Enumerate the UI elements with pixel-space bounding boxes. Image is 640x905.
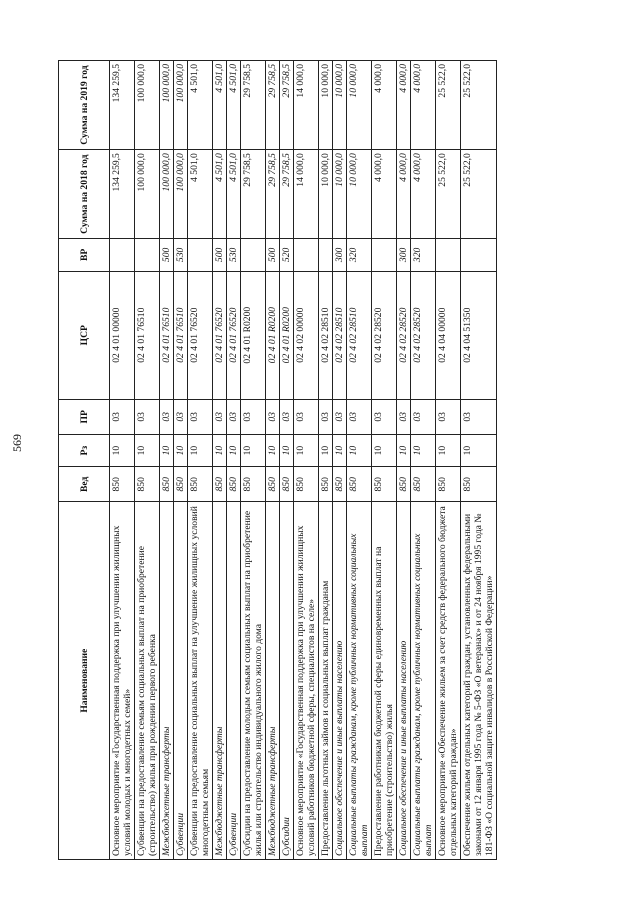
- table-row: [294, 61, 319, 860]
- cell-sum-2018: 29 758,5: [280, 150, 294, 239]
- cell-vr: 500: [160, 239, 174, 271]
- cell-csr: 02 4 01 76520: [227, 271, 241, 399]
- cell-rz: 10: [266, 434, 280, 466]
- cell-vr: [294, 239, 319, 271]
- cell-ved: 850: [461, 467, 497, 502]
- cell-vr: 500: [266, 239, 280, 271]
- cell-sum-2018: 4 000,0: [397, 150, 411, 239]
- cell-pr: 03: [294, 399, 319, 434]
- cell-sum-2018: 100 000,0: [135, 150, 160, 239]
- cell-vr: [241, 239, 266, 271]
- cell-name: Субвенции: [174, 502, 188, 860]
- header-rz: Рз: [59, 434, 110, 466]
- cell-name: Основное мероприятие «Государственная поддержка при улучшении жилищных условий молодых и многодетных семей»: [110, 502, 135, 860]
- table-row: [160, 61, 174, 860]
- cell-vr: [110, 239, 135, 271]
- cell-csr: 02 4 01 R0200: [280, 271, 294, 399]
- cell-sum-2018: 10 000,0: [319, 150, 333, 239]
- cell-ved: 850: [266, 467, 280, 502]
- cell-sum-2019: 29 758,5: [241, 61, 266, 150]
- cell-rz: 10: [174, 434, 188, 466]
- cell-sum-2019: 10 000,0: [319, 61, 333, 150]
- cell-pr: 03: [213, 399, 227, 434]
- cell-sum-2019: 4 000,0: [411, 61, 436, 150]
- cell-csr: 02 4 01 00000: [110, 271, 135, 399]
- cell-sum-2018: 10 000,0: [333, 150, 347, 239]
- table-row: [188, 61, 213, 860]
- cell-ved: 850: [294, 467, 319, 502]
- cell-csr: 02 4 01 76510: [160, 271, 174, 399]
- cell-vr: [461, 239, 497, 271]
- cell-sum-2019: 29 758,5: [280, 61, 294, 150]
- cell-ved: 850: [174, 467, 188, 502]
- cell-csr: 02 4 04 51350: [461, 271, 497, 399]
- cell-pr: 03: [266, 399, 280, 434]
- cell-pr: 03: [174, 399, 188, 434]
- cell-sum-2019: 4 501,0: [188, 61, 213, 150]
- cell-sum-2018: 29 758,5: [241, 150, 266, 239]
- cell-ved: 850: [110, 467, 135, 502]
- cell-vr: 320: [411, 239, 436, 271]
- cell-rz: 10: [411, 434, 436, 466]
- cell-ved: 850: [372, 467, 397, 502]
- cell-vr: 300: [333, 239, 347, 271]
- table-row: [174, 61, 188, 860]
- cell-name: Предоставление работникам бюджетной сферы единовременных выплат на приобретение (строительство) жилья: [372, 502, 397, 860]
- cell-pr: 03: [280, 399, 294, 434]
- cell-sum-2019: 29 758,5: [266, 61, 280, 150]
- cell-sum-2018: 4 501,0: [188, 150, 213, 239]
- table-row: [319, 61, 333, 860]
- cell-sum-2018: 4 000,0: [411, 150, 436, 239]
- cell-ved: 850: [333, 467, 347, 502]
- cell-ved: 850: [411, 467, 436, 502]
- cell-csr: 02 4 02 28510: [347, 271, 372, 399]
- cell-rz: 10: [436, 434, 461, 466]
- table-row: [397, 61, 411, 860]
- cell-rz: 10: [110, 434, 135, 466]
- cell-sum-2019: 4 000,0: [372, 61, 397, 150]
- cell-pr: 03: [436, 399, 461, 434]
- table-row: [241, 61, 266, 860]
- cell-ved: 850: [160, 467, 174, 502]
- cell-rz: 10: [160, 434, 174, 466]
- table-body: [110, 61, 497, 860]
- cell-vr: 300: [397, 239, 411, 271]
- cell-name: Социальные выплаты гражданам, кроме публичных нормативных социальных выплат: [347, 502, 372, 860]
- table-header-row: [59, 61, 110, 860]
- table-row: [280, 61, 294, 860]
- cell-pr: 03: [397, 399, 411, 434]
- cell-ved: 850: [227, 467, 241, 502]
- header-pr: ПР: [59, 399, 110, 434]
- cell-name: Обеспечение жильем отдельных категорий граждан, установленных федеральными законами от 12 января 1995 года № 5-ФЗ «О ветеранах» и от 24 ноября 1995 года № 181-ФЗ «О социальной защите инвалидов в Российской Федерации»: [461, 502, 497, 860]
- cell-name: Субвенции на предоставление социальных выплат на улучшение жилищных условий многодетным семьям: [188, 502, 213, 860]
- cell-pr: 03: [160, 399, 174, 434]
- cell-vr: [436, 239, 461, 271]
- table-row: [135, 61, 160, 860]
- cell-name: Межбюджетные трансферты: [213, 502, 227, 860]
- cell-sum-2018: 25 522,0: [436, 150, 461, 239]
- cell-sum-2018: 100 000,0: [160, 150, 174, 239]
- cell-rz: 10: [135, 434, 160, 466]
- cell-vr: [135, 239, 160, 271]
- cell-rz: 10: [213, 434, 227, 466]
- table-row: [372, 61, 397, 860]
- cell-ved: 850: [188, 467, 213, 502]
- table-row: [110, 61, 135, 860]
- header-ved: Вед: [59, 467, 110, 502]
- cell-pr: 03: [333, 399, 347, 434]
- cell-pr: 03: [372, 399, 397, 434]
- cell-csr: 02 4 01 R0200: [241, 271, 266, 399]
- cell-csr: 02 4 02 00000: [294, 271, 319, 399]
- cell-sum-2018: 4 000,0: [372, 150, 397, 239]
- cell-csr: 02 4 02 28520: [397, 271, 411, 399]
- table-row: [461, 61, 497, 860]
- cell-pr: 03: [319, 399, 333, 434]
- table-row: [213, 61, 227, 860]
- cell-vr: 320: [347, 239, 372, 271]
- cell-ved: 850: [397, 467, 411, 502]
- cell-pr: 03: [110, 399, 135, 434]
- cell-rz: 10: [333, 434, 347, 466]
- cell-rz: 10: [347, 434, 372, 466]
- table-row: [266, 61, 280, 860]
- table-row: [333, 61, 347, 860]
- cell-sum-2019: 100 000,0: [174, 61, 188, 150]
- cell-name: Субвенции: [227, 502, 241, 860]
- cell-sum-2018: 10 000,0: [347, 150, 372, 239]
- cell-rz: 10: [461, 434, 497, 466]
- cell-sum-2019: 25 522,0: [436, 61, 461, 150]
- cell-sum-2018: 29 758,5: [266, 150, 280, 239]
- table-row: [436, 61, 461, 860]
- cell-csr: 02 4 01 76520: [213, 271, 227, 399]
- cell-pr: 03: [411, 399, 436, 434]
- cell-csr: 02 4 01 76510: [174, 271, 188, 399]
- cell-csr: 02 4 01 76510: [135, 271, 160, 399]
- cell-rz: 10: [227, 434, 241, 466]
- rotated-table-wrapper: [58, 60, 618, 860]
- cell-sum-2019: 10 000,0: [347, 61, 372, 150]
- cell-csr: 02 4 01 76520: [188, 271, 213, 399]
- cell-pr: 03: [135, 399, 160, 434]
- cell-pr: 03: [188, 399, 213, 434]
- cell-vr: 530: [227, 239, 241, 271]
- cell-sum-2019: 10 000,0: [333, 61, 347, 150]
- cell-name: Социальные выплаты гражданам, кроме публичных нормативных социальных выплат: [411, 502, 436, 860]
- cell-sum-2019: 134 259,5: [110, 61, 135, 150]
- header-vr: ВР: [59, 239, 110, 271]
- cell-csr: 02 4 02 28520: [411, 271, 436, 399]
- cell-sum-2018: 4 501,0: [227, 150, 241, 239]
- cell-sum-2018: 14 000,0: [294, 150, 319, 239]
- cell-name: Межбюджетные трансферты: [266, 502, 280, 860]
- header-sum-2018: Сумма на 2018 год: [59, 150, 110, 239]
- cell-sum-2018: 25 522,0: [461, 150, 497, 239]
- cell-sum-2019: 14 000,0: [294, 61, 319, 150]
- cell-name: Основное мероприятие «Обеспечение жильем за счет средств федерального бюджета отдельных категорий граждан»: [436, 502, 461, 860]
- cell-csr: 02 4 01 R0200: [266, 271, 280, 399]
- cell-csr: 02 4 02 28520: [372, 271, 397, 399]
- cell-rz: 10: [188, 434, 213, 466]
- cell-ved: 850: [135, 467, 160, 502]
- cell-name: Предоставление льготных займов и социальных выплат гражданам: [319, 502, 333, 860]
- cell-name: Субвенции на предоставление семьям социальных выплат на приобретение (строительство) жилья при рождении первого ребенка: [135, 502, 160, 860]
- cell-pr: 03: [347, 399, 372, 434]
- cell-ved: 850: [213, 467, 227, 502]
- cell-ved: 850: [347, 467, 372, 502]
- cell-rz: 10: [294, 434, 319, 466]
- cell-sum-2019: 25 522,0: [461, 61, 497, 150]
- cell-vr: 500: [213, 239, 227, 271]
- table-row: [347, 61, 372, 860]
- budget-table: [58, 60, 497, 860]
- header-name: Наименование: [59, 502, 110, 860]
- cell-csr: 02 4 02 28510: [319, 271, 333, 399]
- cell-rz: 10: [280, 434, 294, 466]
- cell-vr: 530: [174, 239, 188, 271]
- table-row: [227, 61, 241, 860]
- page-number: 569: [10, 434, 24, 452]
- cell-sum-2018: 4 501,0: [213, 150, 227, 239]
- cell-csr: 02 4 04 00000: [436, 271, 461, 399]
- cell-vr: [372, 239, 397, 271]
- cell-name: Основное мероприятие «Государственная поддержка при улучшении жилищных условий работников бюджетной сферы, специалистов на селе»: [294, 502, 319, 860]
- cell-sum-2019: 100 000,0: [160, 61, 174, 150]
- cell-sum-2019: 4 501,0: [213, 61, 227, 150]
- cell-ved: 850: [319, 467, 333, 502]
- cell-name: Субсидии: [280, 502, 294, 860]
- cell-pr: 03: [461, 399, 497, 434]
- cell-name: Субсидии на предоставление молодым семьям социальных выплат на приобретение жилья или строительство индивидуального жилого дома: [241, 502, 266, 860]
- cell-csr: 02 4 02 28510: [333, 271, 347, 399]
- cell-sum-2019: 100 000,0: [135, 61, 160, 150]
- header-sum-2019: Сумма на 2019 год: [59, 61, 110, 150]
- cell-rz: 10: [372, 434, 397, 466]
- cell-rz: 10: [397, 434, 411, 466]
- cell-sum-2019: 4 501,0: [227, 61, 241, 150]
- cell-sum-2018: 134 259,5: [110, 150, 135, 239]
- cell-vr: 520: [280, 239, 294, 271]
- cell-ved: 850: [280, 467, 294, 502]
- cell-pr: 03: [227, 399, 241, 434]
- cell-sum-2018: 100 000,0: [174, 150, 188, 239]
- cell-ved: 850: [241, 467, 266, 502]
- table-row: [411, 61, 436, 860]
- cell-name: Социальное обеспечение и иные выплаты населению: [333, 502, 347, 860]
- header-csr: ЦСР: [59, 271, 110, 399]
- cell-name: Межбюджетные трансферты: [160, 502, 174, 860]
- cell-pr: 03: [241, 399, 266, 434]
- cell-vr: [319, 239, 333, 271]
- cell-vr: [188, 239, 213, 271]
- cell-rz: 10: [241, 434, 266, 466]
- cell-rz: 10: [319, 434, 333, 466]
- cell-sum-2019: 4 000,0: [397, 61, 411, 150]
- cell-ved: 850: [436, 467, 461, 502]
- cell-name: Социальное обеспечение и иные выплаты населению: [397, 502, 411, 860]
